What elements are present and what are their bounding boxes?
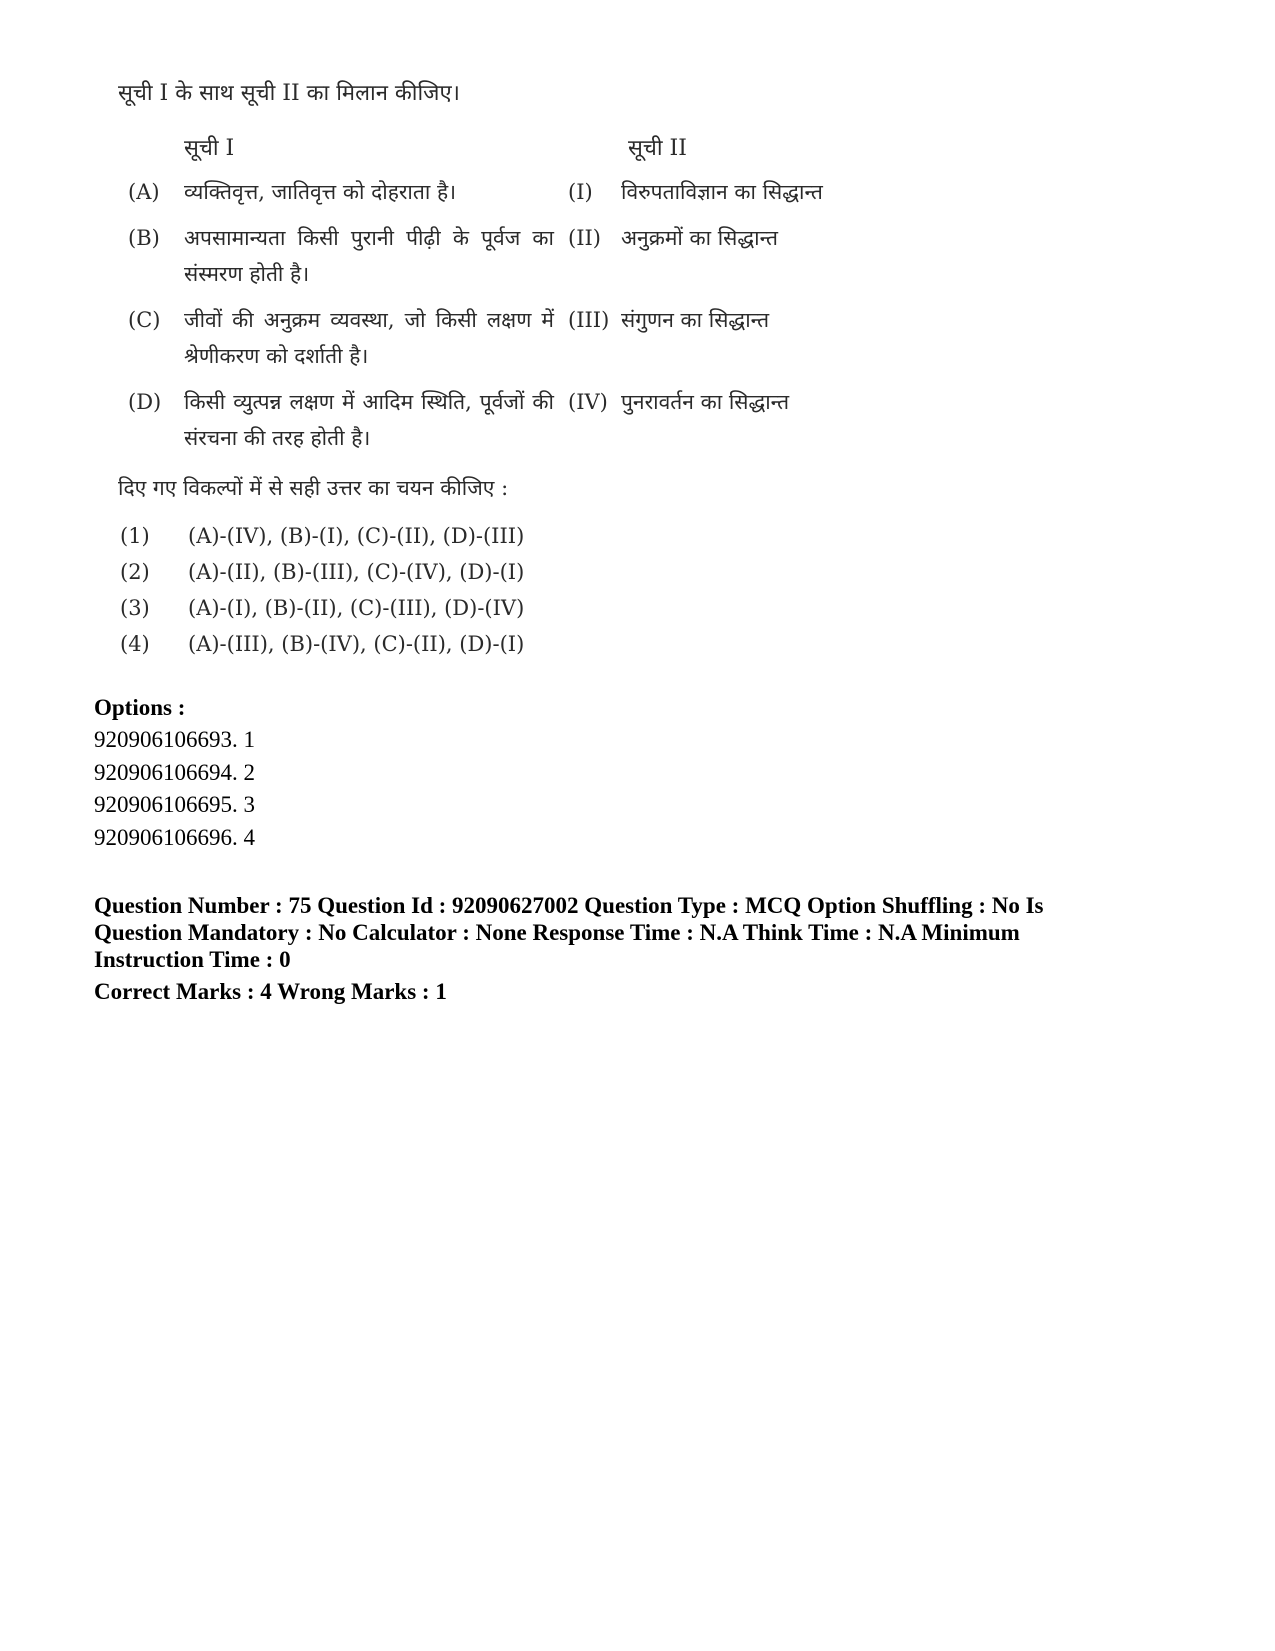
choice-1: [118, 518, 878, 554]
row-label: (D): [128, 390, 162, 414]
question-meta: [94, 692, 1184, 1005]
row-right-text: संगुणन का सिद्धान्त: [621, 308, 770, 332]
next-question-info: [94, 892, 1184, 973]
choice-number: (1): [120, 524, 150, 548]
row-right-label: (I): [568, 180, 593, 204]
options-title: Options :: [94, 695, 186, 720]
row-right-label: (III): [568, 308, 610, 332]
list1-header: सूची I: [184, 136, 235, 161]
choice-3: [118, 590, 878, 626]
list2-header: सूची II: [628, 136, 687, 161]
row-text: अपसामान्यता किसी पुरानी पीढ़ी के पूर्वज का संस्मरण होती है।: [184, 226, 554, 286]
row-right-label: (II): [568, 226, 601, 250]
question-image: [118, 78, 878, 662]
match-row-d: [118, 384, 878, 456]
row-text: किसी व्युत्पन्न लक्षण में आदिम स्थिति, पूर्वजों की संरचना की तरह होती है।: [184, 390, 554, 450]
choice-number: (4): [120, 632, 150, 656]
row-right-label: (IV): [568, 390, 608, 414]
option-item: 920906106695. 3: [94, 792, 255, 817]
question-instruction: सूची I के साथ सूची II का मिलान कीजिए।: [118, 81, 461, 106]
row-label: (B): [128, 226, 160, 250]
choice-value: (A)-(I), (B)-(II), (C)-(III), (D)-(IV): [188, 596, 525, 620]
info-line: Question Mandatory : No Calculator : None Response Time : N.A Think Time : N.A Minimum: [94, 920, 1020, 945]
row-right-text: विरुपताविज्ञान का सिद्धान्त: [621, 180, 823, 204]
match-row-b: [118, 220, 878, 292]
choice-4: [118, 626, 878, 662]
option-item: 920906106693. 1: [94, 727, 255, 752]
match-row-a: [118, 174, 878, 210]
row-text: व्यक्तिवृत्त, जातिवृत्त को दोहराता है।: [184, 180, 457, 204]
choice-number: (2): [120, 560, 150, 584]
list-headers: [118, 132, 878, 166]
row-label: (A): [128, 180, 160, 204]
option-item: 920906106694. 2: [94, 759, 255, 785]
choice-prompt: दिए गए विकल्पों में से सही उत्तर का चयन कीजिए :: [118, 476, 509, 500]
row-right-text: पुनरावर्तन का सिद्धान्त: [621, 390, 790, 414]
row-right-text: अनुक्रमों का सिद्धान्त: [621, 226, 779, 250]
match-row-c: [118, 302, 878, 374]
choice-2: [118, 554, 878, 590]
option-item: 920906106696. 4: [94, 824, 255, 850]
info-line: Question Number : 75 Question Id : 92090627002 Question Type : MCQ Option Shuffling : No Is: [94, 893, 1044, 918]
marks-line: Correct Marks : 4 Wrong Marks : 1: [94, 979, 447, 1004]
row-text: जीवों की अनुक्रम व्यवस्था, जो किसी लक्षण में श्रेणीकरण को दर्शाती है।: [184, 308, 554, 368]
info-line: Instruction Time : 0: [94, 947, 291, 972]
row-label: (C): [128, 308, 161, 332]
choice-value: (A)-(III), (B)-(IV), (C)-(II), (D)-(I): [188, 632, 525, 656]
choice-number: (3): [120, 596, 150, 620]
choice-value: (A)-(IV), (B)-(I), (C)-(II), (D)-(III): [188, 524, 525, 548]
choice-value: (A)-(II), (B)-(III), (C)-(IV), (D)-(I): [188, 560, 525, 584]
